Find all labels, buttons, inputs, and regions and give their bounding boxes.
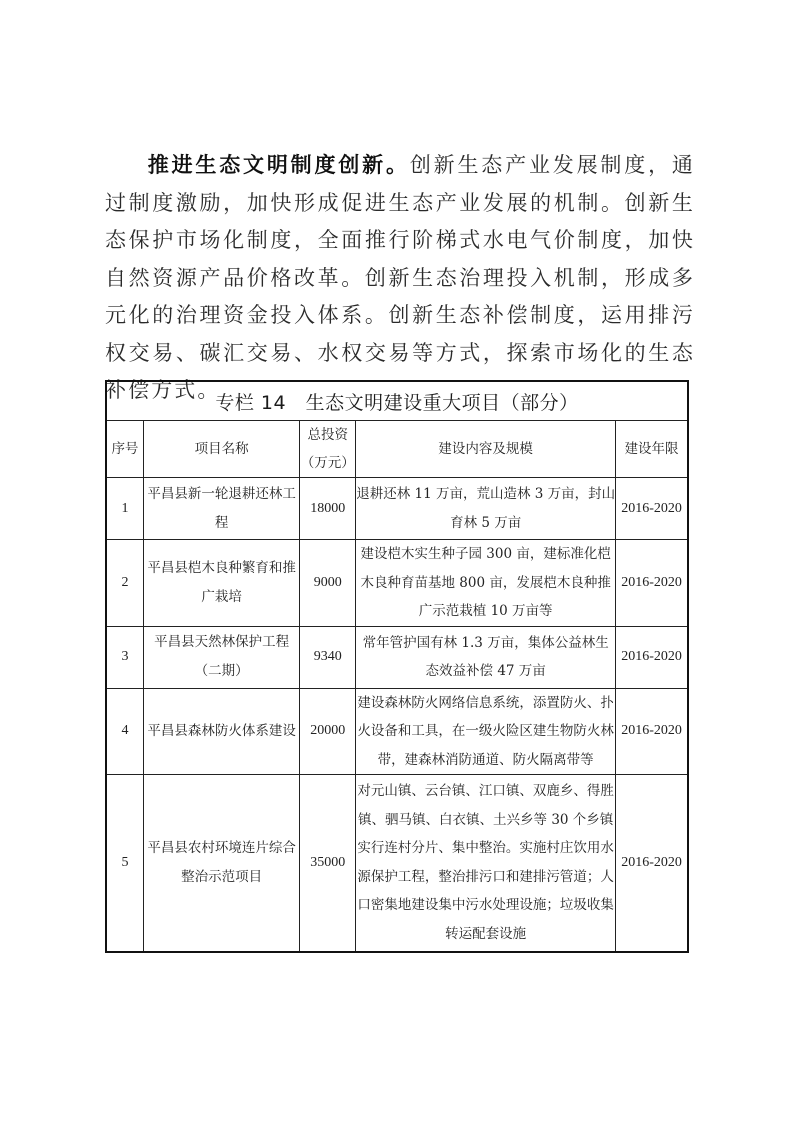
row-no: 3 (106, 626, 143, 688)
table-row (106, 688, 688, 775)
row-name: 平昌县桤木良种繁育和推广栽培 (143, 540, 299, 627)
paragraph-text: 创新生态产业发展制度，通过制度激励，加快形成促进生态产业发展的机制。创新生态保护市场化制度，全面推行阶梯式水电气价制度，加快自然资源产品价格改革。创新生态治理投入机制，形成多元化的治理资金投入体系。创新生态补偿制度，运用排污权交易、碳汇交易、水权交易等方式，探索市场化的生态补偿方式。 (105, 153, 695, 402)
row-no: 1 (106, 478, 143, 540)
table-row (106, 775, 688, 952)
header-no: 序号 (106, 421, 143, 478)
row-content: 建设森林防火网络信息系统，添置防火、扑火设备和工具，在一级火险区建生物防火林带，建森林消防通道、防火隔离带等 (356, 688, 616, 775)
header-investment-line1: 总投资 (307, 427, 348, 443)
row-years: 2016-2020 (616, 688, 688, 775)
body-paragraph (105, 146, 695, 410)
row-name: 平昌县新一轮退耕还林工程 (143, 478, 299, 540)
header-content: 建设内容及规模 (356, 421, 616, 478)
row-content: 对元山镇、云台镇、江口镇、双鹿乡、得胜镇、驷马镇、白衣镇、土兴乡等 30 个乡镇实行连村分片、集中整治。实施村庄饮用水源保护工程，整治排污口和建排污管道；人口密集地建设集中污水处理设施；垃圾收集转运配套设施 (356, 775, 616, 952)
row-name: 平昌县天然林保护工程（二期） (143, 626, 299, 688)
row-investment: 9000 (300, 540, 356, 627)
table-caption: 专栏 14 生态文明建设重大项目（部分） (106, 381, 688, 421)
table-header-row (106, 421, 688, 478)
projects-table (105, 380, 689, 953)
row-content: 建设桤木实生种子园 300 亩，建标准化桤木良种育苗基地 800 亩，发展桤木良种推广示范栽植 10 万亩等 (356, 540, 616, 627)
table-row (106, 478, 688, 540)
header-investment (300, 421, 356, 478)
row-investment: 9340 (300, 626, 356, 688)
row-no: 4 (106, 688, 143, 775)
paragraph-lead-heading: 推进生态文明制度创新。 (147, 152, 410, 177)
row-no: 2 (106, 540, 143, 627)
table-row (106, 626, 688, 688)
header-years: 建设年限 (616, 421, 688, 478)
row-name: 平昌县农村环境连片综合整治示范项目 (143, 775, 299, 952)
row-investment: 20000 (300, 688, 356, 775)
table-row (106, 540, 688, 627)
table-caption-row (106, 381, 688, 421)
header-investment-line2: （万元） (300, 455, 355, 471)
row-years: 2016-2020 (616, 478, 688, 540)
row-content: 退耕还林 11 万亩，荒山造林 3 万亩，封山育林 5 万亩 (356, 478, 616, 540)
row-investment: 35000 (300, 775, 356, 952)
row-years: 2016-2020 (616, 626, 688, 688)
row-years: 2016-2020 (616, 775, 688, 952)
row-no: 5 (106, 775, 143, 952)
row-name: 平昌县森林防火体系建设 (143, 688, 299, 775)
row-content: 常年管护国有林 1.3 万亩，集体公益林生态效益补偿 47 万亩 (356, 626, 616, 688)
header-name: 项目名称 (143, 421, 299, 478)
row-years: 2016-2020 (616, 540, 688, 627)
row-investment: 18000 (300, 478, 356, 540)
